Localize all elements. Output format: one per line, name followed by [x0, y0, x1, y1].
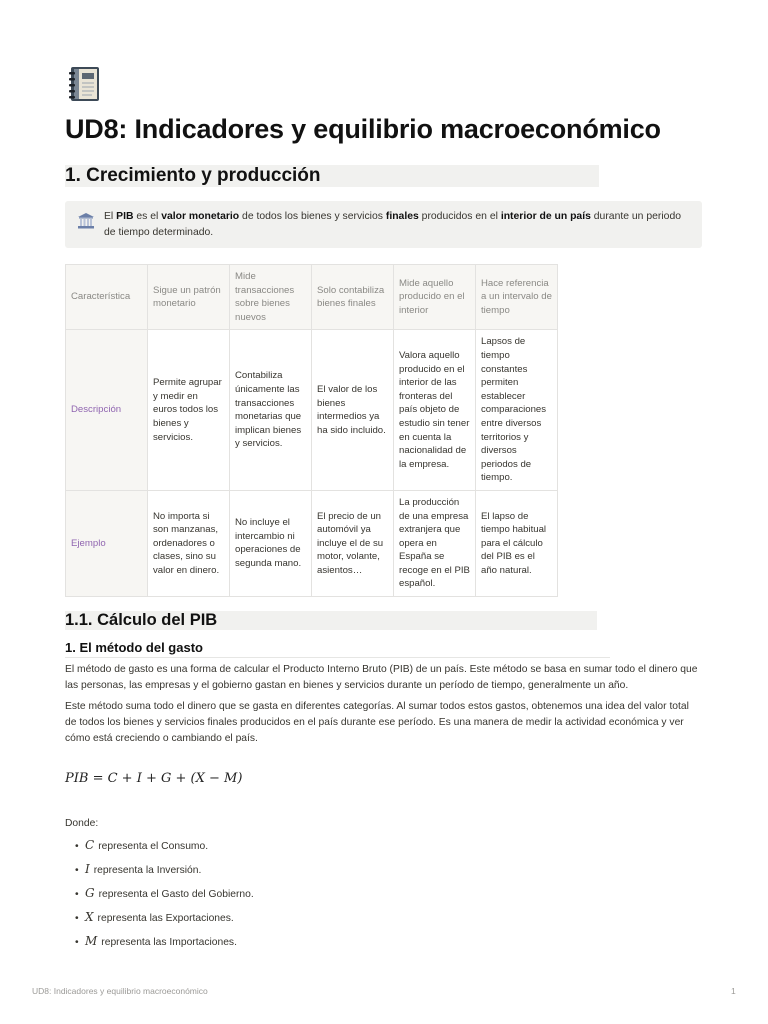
table-row — [66, 490, 558, 596]
notebook-icon — [68, 66, 102, 102]
table-cell: El valor de los bienes intermedios ya ha sido incluido. — [312, 330, 394, 491]
table-cell: Lapsos de tiempo constantes permiten establecer comparaciones entre diversos territorios y diversos periodos de tiempo. — [476, 330, 558, 491]
table-cell: La producción de una empresa extranjera que opera en España se recoge en el PIB español. — [394, 490, 476, 596]
table-header-cell: Sigue un patrón monetario — [148, 265, 230, 330]
table-cell: Valora aquello producido en el interior de las fronteras del país objeto de estudio sin tener en cuenta la nacionalidad de la empresa. — [394, 330, 476, 491]
table-row — [66, 330, 558, 491]
table-header-cell: Mide aquello producido en el interior — [394, 265, 476, 330]
variables-list — [65, 834, 705, 954]
table-cell: El precio de un automóvil ya incluye el de su motor, volante, asientos… — [312, 490, 394, 596]
paragraph: Este método suma todo el dinero que se gasta en diferentes categorías. Al sumar todos estos gastos, obtenemos una idea del valor total de todos los bienes y servicios finales producidos en el país durante ese período. Es una manera de medir la actividad económica y ver cómo está creciendo o cambiando el país. — [65, 701, 689, 744]
callout-text: El PIB es el valor monetario de todos los bienes y servicios finales producidos en el interior de un país durante un periodo de tiempo determinado. — [104, 211, 682, 238]
table-cell: No importa si son manzanas, ordenadores o clases, sino su valor en dinero. — [148, 490, 230, 596]
table-row-label: Ejemplo — [66, 490, 148, 596]
table-cell: Permite agrupar y medir en euros todos los bienes y servicios. — [148, 330, 230, 491]
table-cell: No incluye el intercambio ni operaciones de segunda mano. — [230, 490, 312, 596]
table-header-cell: Mide transacciones sobre bienes nuevos — [230, 265, 312, 330]
paragraph: El método de gasto es una forma de calcular el Producto Interno Bruto (PIB) de un país. Este método se basa en sumar todo el dinero que las personas, las empresas y el gobierno gastan en bienes y servicios durante un período de tiempo, generalmente un año. — [65, 664, 698, 691]
section-heading-crecimiento: 1. Crecimiento y producción — [65, 165, 599, 187]
table-header-cell: Característica — [66, 265, 148, 330]
pib-characteristics-table — [65, 264, 558, 597]
list-item: • G representa el Gasto del Gobierno. — [75, 885, 254, 900]
table-row-label: Descripción — [66, 330, 148, 491]
list-item: • I representa la Inversión. — [75, 861, 202, 876]
list-item: • C representa el Consumo. — [75, 837, 209, 852]
table-header-row — [66, 265, 558, 330]
page-title: UD8: Indicadores y equilibrio macroeconómico — [65, 114, 661, 144]
pib-definition-callout — [65, 201, 702, 248]
table-header-cell: Hace referencia a un intervalo de tiempo — [476, 265, 558, 330]
donde-label: Donde: — [65, 817, 99, 829]
table-cell: El lapso de tiempo habitual para el cálculo del PIB es el año natural. — [476, 490, 558, 596]
document-page — [65, 66, 705, 954]
section-heading-calculo-pib: 1.1. Cálculo del PIB — [65, 611, 597, 630]
list-item: • M representa las Importaciones. — [75, 933, 237, 948]
page-number: 1 — [731, 986, 736, 996]
footer-title: UD8: Indicadores y equilibrio macroeconómico — [32, 986, 208, 996]
list-item: • X representa las Exportaciones. — [75, 909, 234, 924]
pib-formula: PIB = C + I + G + (X − M) — [65, 770, 243, 786]
table-header-cell: Solo contabiliza bienes finales — [312, 265, 394, 330]
table-cell: Contabiliza únicamente las transacciones monetarias que implican bienes y servicios. — [230, 330, 312, 491]
subheading-metodo-gasto: 1. El método del gasto — [65, 640, 610, 658]
bank-icon — [77, 212, 95, 230]
